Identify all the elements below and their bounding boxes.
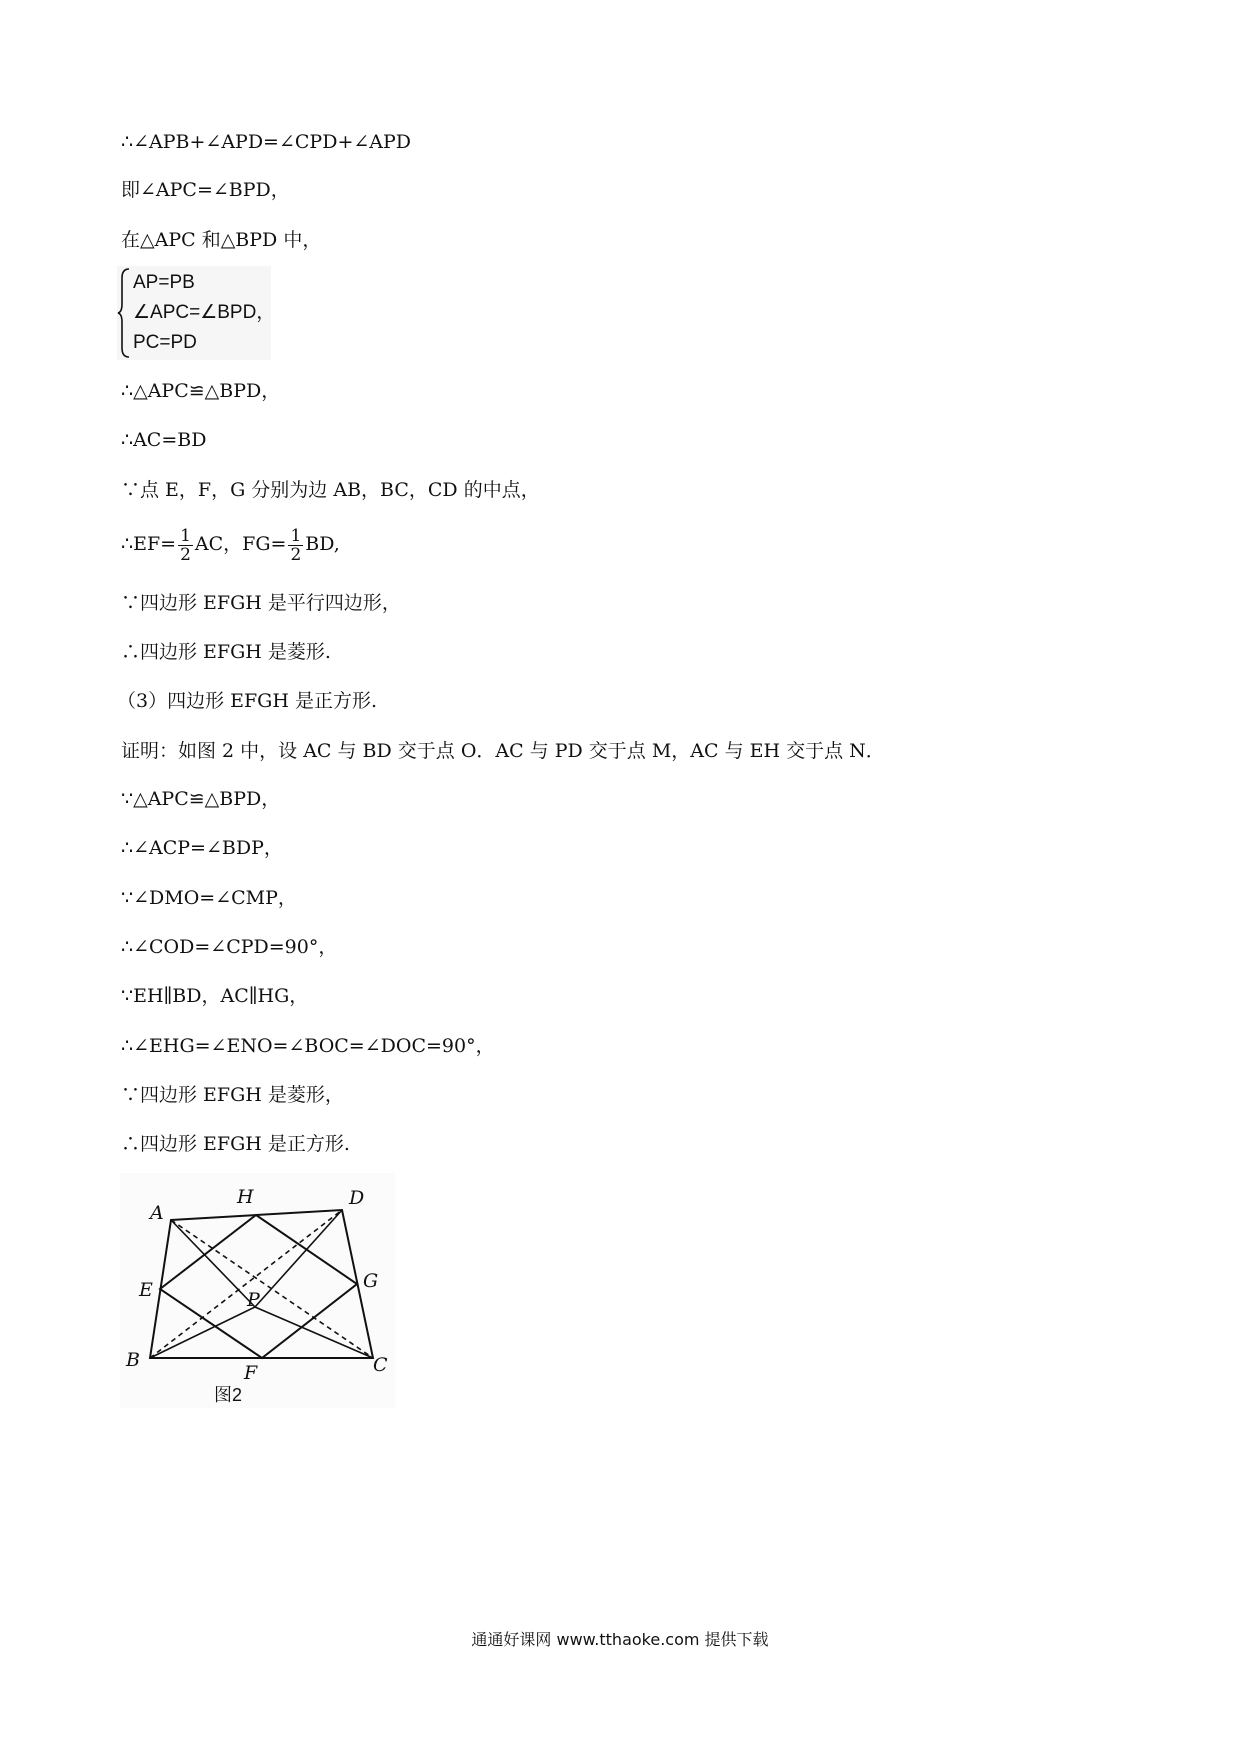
segment-PB — [150, 1307, 255, 1358]
label-A: A — [150, 1202, 164, 1224]
figure-caption: 图2 — [214, 1385, 243, 1405]
system-row-2: ∠APC=∠BPD， — [133, 302, 276, 323]
fraction-prefix: ∴EF= — [121, 533, 177, 555]
proof-line-13: ∴∠ACP=∠BDP， — [121, 837, 283, 859]
fraction-half-1 — [178, 527, 193, 564]
segment-PA — [171, 1220, 255, 1307]
label-C: C — [373, 1354, 388, 1376]
proof-line-17: ∴∠EHG=∠ENO=∠BOC=∠DOC=90°， — [121, 1035, 495, 1057]
proof-line-16: ∵EH∥BD，AC∥HG， — [121, 985, 309, 1007]
geometry-figure — [120, 1173, 395, 1408]
proof-line-12: ∵△APC≌△BPD， — [121, 788, 281, 810]
proof-line-5: ∴AC=BD — [121, 429, 207, 451]
diagonal-BD — [150, 1210, 342, 1358]
fraction-num-1: 1 — [180, 525, 191, 546]
proof-line-11: 证明：如图 2 中，设 AC 与 BD 交于点 O．AC 与 PD 交于点 M，AC 与 EH 交于点 N． — [121, 740, 885, 762]
fraction-suffix: BD, — [305, 533, 340, 555]
system-row-1: AP=PB — [133, 272, 195, 293]
proof-line-15: ∴∠COD=∠CPD=90°， — [121, 936, 338, 958]
proof-line-19: ∴四边形 EFGH 是正方形. — [121, 1133, 350, 1155]
page-footer: 通通好课网 www.tthaoke.com 提供下载 — [471, 1630, 769, 1649]
fraction-half-2 — [288, 527, 303, 564]
label-F: F — [244, 1362, 258, 1384]
proof-line-14: ∵∠DMO=∠CMP， — [121, 887, 297, 909]
proof-line-1: ∴∠APB+∠APD=∠CPD+∠APD — [121, 131, 412, 153]
segment-PD — [255, 1210, 342, 1307]
system-row-3: PC=PD — [133, 332, 197, 353]
proof-line-2: 即∠APC=∠BPD， — [121, 179, 290, 201]
proof-line-10: （3）四边形 EFGH 是正方形. — [117, 690, 378, 712]
left-brace-icon — [117, 266, 133, 360]
fraction-den-1: 2 — [180, 544, 191, 565]
label-B: B — [126, 1349, 140, 1371]
label-D: D — [349, 1187, 365, 1209]
fraction-num-2: 1 — [290, 525, 302, 546]
label-H: H — [237, 1186, 254, 1208]
label-G: G — [363, 1270, 379, 1292]
proof-line-4: ∴△APC≌△BPD， — [121, 380, 281, 402]
label-E: E — [139, 1279, 153, 1301]
fraction-mid: AC，FG= — [194, 533, 287, 555]
proof-line-3: 在△APC 和△BPD 中， — [121, 229, 322, 251]
label-P: P — [247, 1289, 260, 1311]
proof-line-9: ∴四边形 EFGH 是菱形. — [121, 641, 331, 663]
equation-system — [117, 266, 276, 360]
proof-line-8: ∵四边形 EFGH 是平行四边形， — [121, 592, 401, 614]
fraction-line — [121, 524, 340, 564]
fraction-den-2: 2 — [290, 544, 302, 565]
proof-line-6: ∵点 E，F，G 分别为边 AB，BC，CD 的中点， — [121, 479, 540, 501]
quadrilateral-EFGH — [160, 1215, 357, 1358]
proof-line-18: ∵四边形 EFGH 是菱形， — [121, 1084, 344, 1106]
